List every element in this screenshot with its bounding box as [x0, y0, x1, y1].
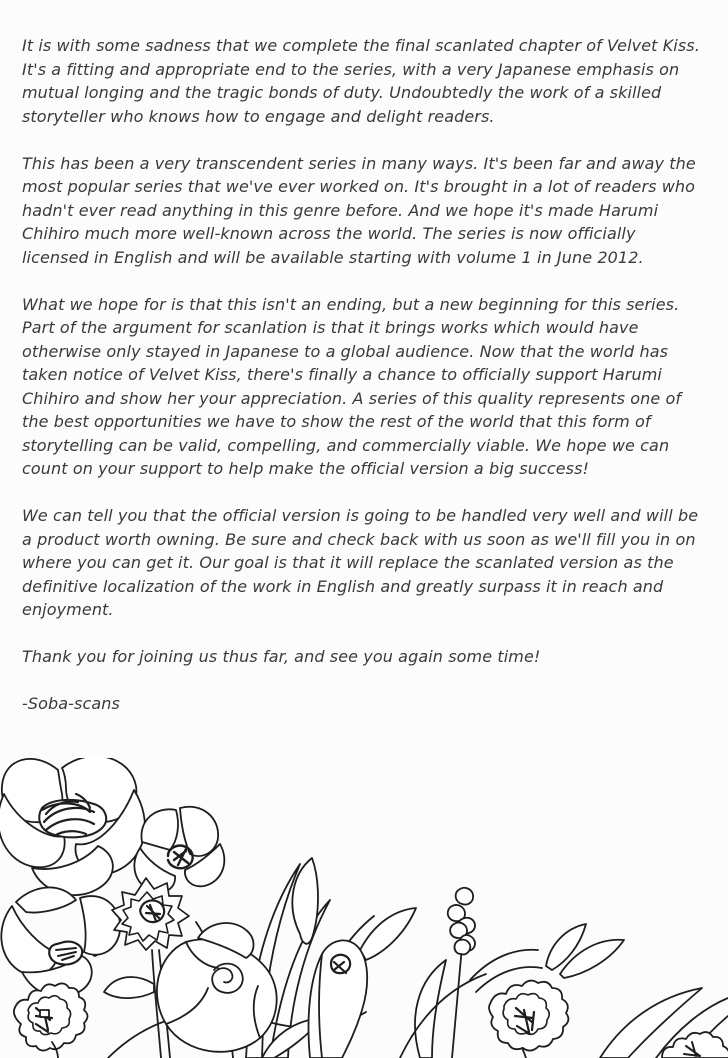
paragraph-3: What we hope for is that this isn't an ending, but a new beginning for this series. Part of the argument for scanlation is that it brings works which would have otherwise only stayed in Japanese to a global audience. Now that the world has taken notice of Velvet Kiss, there's finally a chance to officially support Harumi Chihiro and show her your appreciation. A series of this quality represents one of the best opportunities we have to show the rest of the world that this form of storytelling can be valid, compelling, and commercially viable. We hope we can count on your support to help make the official version a big success! [22, 294, 682, 478]
poppy-flower-icon [1, 887, 120, 996]
afterword-letter [22, 34, 700, 716]
paragraph-1: It is with some sadness that we complete the final scanlated chapter of Velvet Kiss. It's a fitting and appropriate end to the series, with a very Japanese emphasis on mutual longing and the tragic bonds of duty. Undoubtedly the work of a skilled storyteller who knows how to engage and delight readers. [22, 36, 700, 126]
signature: -Soba-scans [22, 694, 120, 713]
flower-line-art [0, 758, 728, 1058]
rose-flower-icon [157, 923, 277, 1052]
paragraph-5: Thank you for joining us thus far, and see you again some time! [22, 647, 541, 666]
carnation-flower-icon [489, 924, 624, 1058]
paragraph-2: This has been a very transcendent series in many ways. It's been far and away the most popular series that we've ever worked on. It's brought in a lot of readers who hadn't ever read anything in this genre before. And we hope it's made Harumi Chihiro much more well-known across the world. The series is now officially licensed in English and will be available starting with volume 1 in June 2012. [22, 153, 696, 267]
pompom-flower-icon [14, 983, 88, 1058]
corner-foliage-icon [600, 988, 728, 1058]
tulip-flower-icon [292, 858, 416, 1058]
paragraph-4: We can tell you that the official version is going to be handled very well and will be a product worth owning. Be sure and check back with us soon as we'll fill you in on where you can get it. Our goal is that it will replace the scanlated version as the definitive localization of the work in English and greatly surpass it in reach and enjoyment. [22, 506, 699, 619]
poppy-flower-icon [0, 758, 145, 895]
